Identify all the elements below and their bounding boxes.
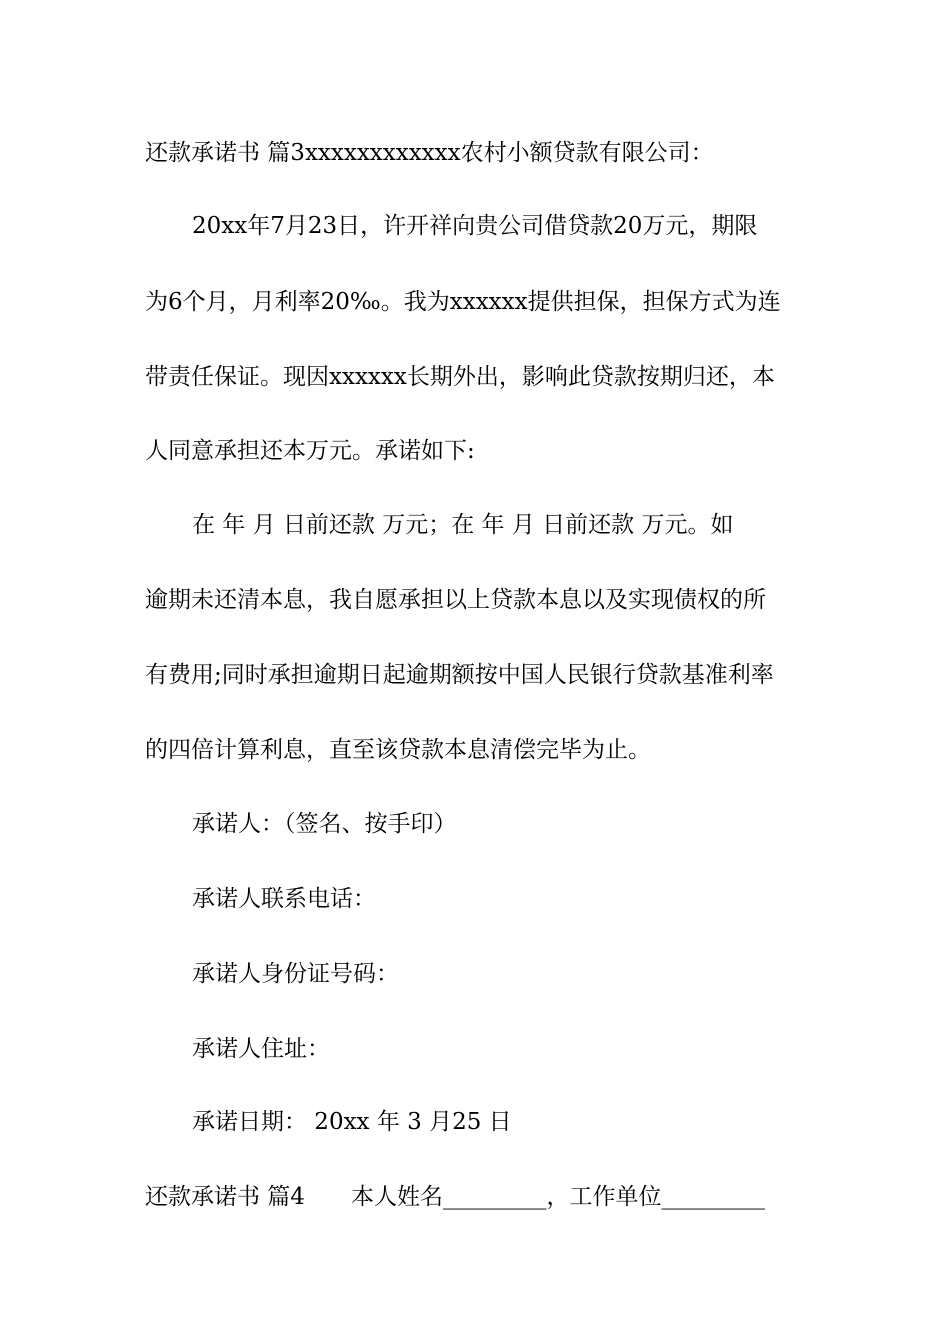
paragraph-line: 的四倍计算利息，直至该贷款本息清偿完毕为止。 [145,737,651,763]
paragraph-line: 带责任保证。现因xxxxxx长期外出，影响此贷款按期归还，本 [145,364,775,390]
signer-address-label: 承诺人住址： [192,1036,330,1062]
paragraph-line: 为6个月，月利率20‰。我为xxxxxx提供担保，担保方式为连 [145,289,781,315]
paragraph-line: 人同意承担还本万元。承诺如下: [145,438,475,464]
section-heading-4: 还款承诺书 篇4 本人姓名_________，工作单位_________ [145,1184,765,1210]
paragraph-line: 逾期未还清本息，我自愿承担以上贷款本息以及实现债权的所 [145,587,766,613]
paragraph-line: 有费用;同时承担逾期日起逾期额按中国人民银行贷款基准利率 [145,662,774,688]
section-heading-3: 还款承诺书 篇3xxxxxxxxxxxx农村小额贷款有限公司： [145,140,714,166]
signer-phone-label: 承诺人联系电话： [192,886,376,912]
paragraph-line: 在 年 月 日前还款 万元；在 年 月 日前还款 万元。如 [192,512,734,538]
signer-label: 承诺人：（签名、按手印） [192,811,457,837]
signer-id-label: 承诺人身份证号码： [192,961,399,987]
paragraph-line: 20xx年7月23日，许开祥向贵公司借贷款20万元，期限 [192,213,758,239]
promise-date: 承诺日期： 20xx 年 3 月25 日 [192,1109,512,1135]
